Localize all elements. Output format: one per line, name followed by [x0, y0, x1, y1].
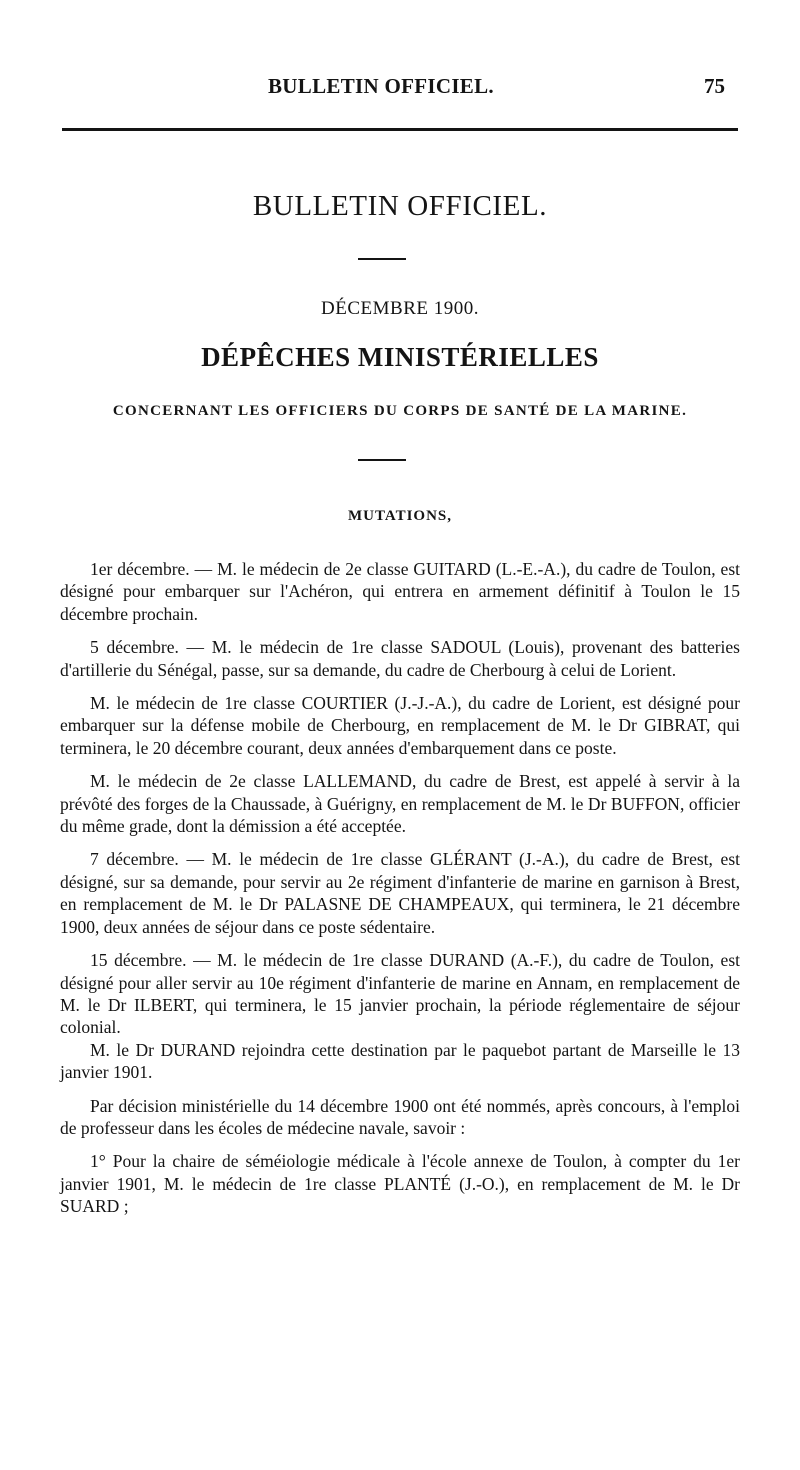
section-subtitle: CONCERNANT LES OFFICIERS DU CORPS DE SANTÉ DE LA MARINE. — [112, 403, 688, 419]
paragraph: M. le médecin de 2e classe LALLEMAND, du cadre de Brest, est appelé à servir à la prévôté des forges de la Chaussade, à Guérigny, en remplacement de M. le Dr BUFFON, officier du même grade, dont la démission a été acceptée. — [60, 771, 740, 837]
section-divider — [358, 459, 406, 461]
running-header — [0, 74, 800, 104]
section-title: DÉPÊCHES MINISTÉRIELLES — [201, 342, 599, 372]
running-title: BULLETIN OFFICIEL. — [268, 74, 494, 98]
paragraph: 5 décembre. — M. le médecin de 1re classe SADOUL (Louis), provenant des batteries d'artillerie du Sénégal, passe, sur sa demande, du cadre de Cherbourg à celui de Lorient. — [60, 637, 740, 680]
paragraph: 7 décembre. — M. le médecin de 1re classe GLÉRANT (J.-A.), du cadre de Brest, est désigné, sur sa demande, pour servir au 2e régiment d'infanterie de marine en garnison à Brest, en remplacement de M. le Dr PALASNE DE CHAMPEAUX, qui terminera, le 21 décembre 1900, deux années de séjour dans ce poste sédentaire. — [60, 849, 740, 937]
header-rule — [62, 128, 738, 131]
paragraph: 15 décembre. — M. le médecin de 1re classe DURAND (A.-F.), du cadre de Toulon, est désigné pour aller servir au 10e régiment d'infanterie de marine en Annam, en remplacement de M. le Dr ILBERT, qui terminera, le 15 janvier prochain, la période réglementaire de séjour colonial. — [60, 950, 740, 1038]
mutations-heading: MUTATIONS, — [347, 508, 453, 524]
paragraph: M. le médecin de 1re classe COURTIER (J.-J.-A.), du cadre de Lorient, est désigné pour embarquer sur la défense mobile de Cherbourg, en remplacement de M. le Dr GIBRAT, qui terminera, le 20 décembre courant, deux années d'embarquement dans ce poste. — [60, 693, 740, 758]
page-number: 75 — [704, 74, 725, 98]
paragraph: 1er décembre. — M. le médecin de 2e classe GUITARD (L.-E.-A.), du cadre de Toulon, est désigné pour embarquer sur l'Achéron, qui entrera en armement définitif à Toulon le 15 décembre prochain. — [60, 559, 740, 624]
date-heading: DÉCEMBRE 1900. — [321, 298, 479, 319]
bulletin-title: BULLETIN OFFICIEL. — [252, 190, 548, 222]
paragraph: Par décision ministérielle du 14 décembre 1900 ont été nommés, après concours, à l'emploi de professeur dans les écoles de médecine navale, savoir : — [60, 1095, 740, 1138]
body-text — [60, 558, 740, 1229]
title-divider — [358, 258, 406, 260]
paragraph: M. le Dr DURAND rejoindra cette destination par le paquebot partant de Marseille le 13 janvier 1901. — [60, 1039, 740, 1083]
paragraph: 1° Pour la chaire de séméiologie médicale à l'école annexe de Toulon, à compter du 1er janvier 1901, M. le médecin de 1re classe PLANTÉ (J.-O.), en remplacement de M. le Dr SUARD ; — [60, 1151, 740, 1217]
